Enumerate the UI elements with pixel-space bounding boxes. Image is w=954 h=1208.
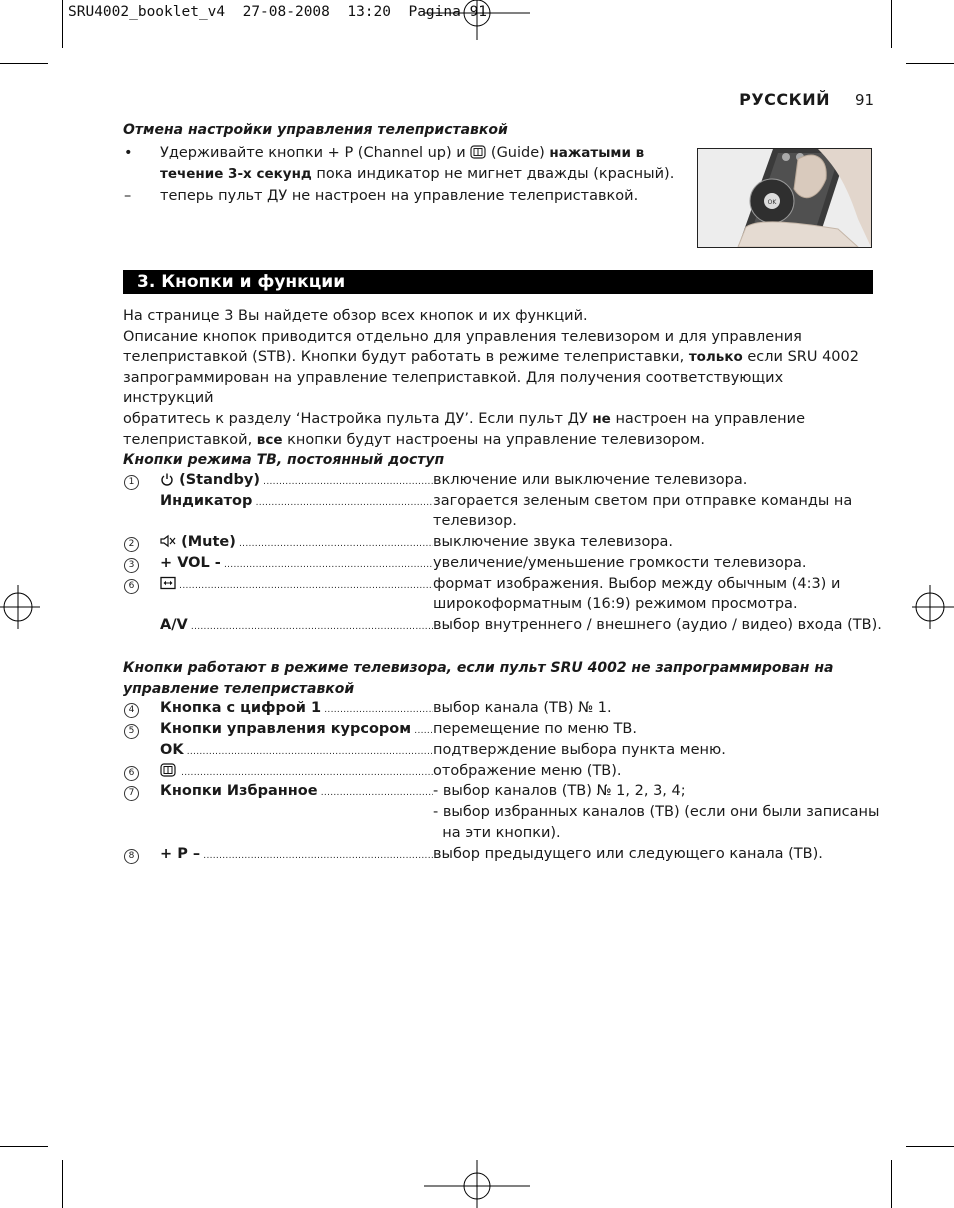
cancel-line-3: теперь пульт ДУ не настроен на управление телеприставкой. [160,188,639,204]
crop-mark [62,1160,63,1208]
crop-mark [0,1146,48,1147]
button-description: широкоформатным (16:9) режимом просмотра. [433,596,798,612]
function-row [0,617,954,638]
function-row [0,700,954,721]
button-description: включение или выключение телевизора. [433,472,748,488]
button-label: (Mute) ..... [160,534,433,550]
function-row [0,783,954,804]
button-description: - выбор избранных каналов (ТВ) (если они были записаны [433,804,880,820]
button-label: Кнопки управления курсором ..... [160,721,433,737]
language-label: РУССКИЙ [739,90,830,109]
section-title-bar [123,270,873,294]
function-row [0,576,954,597]
picture-format-icon [160,576,176,590]
remote-hand-illustration [698,149,871,247]
item-number: 2 [124,537,139,552]
function-row [0,534,954,555]
button-description: перемещение по меню ТВ. [433,721,637,737]
mute-icon [160,534,176,548]
crop-mark [906,63,954,64]
button-description: выключение звука телевизора. [433,534,674,550]
function-row [0,804,954,825]
crop-mark [0,63,48,64]
cancel-line-2: течение 3-х секунд пока индикатор не мигнет дважды (красный). [160,166,675,182]
button-description: подтверждение выбора пункта меню. [433,742,726,758]
button-label [160,763,433,779]
button-label: + VOL - ..... [160,555,433,571]
button-description: на эти кнопки). [433,825,561,841]
item-number: 8 [124,849,139,864]
function-row [0,763,954,784]
button-description: телевизор. [433,513,517,529]
remote-photo [697,148,872,248]
dash: – [124,188,132,204]
function-row [0,555,954,576]
crop-mark [891,1160,892,1208]
button-label [160,576,433,592]
section-title: 3. Кнопки и функции [137,272,346,292]
button-label: + P – ..... [160,846,433,862]
item-number: 5 [124,724,139,739]
standby-icon [160,472,174,486]
button-description: загорается зеленым светом при отправке команды на [433,493,853,509]
button-label: OK ..... [160,742,433,758]
button-description: выбор канала (ТВ) № 1. [433,700,612,716]
function-row [0,825,954,846]
button-label: Кнопки Избранное ..... [160,783,433,799]
cancel-heading: Отмена настройки управления телеприставкой [123,122,508,138]
item-number: 1 [124,475,139,490]
button-label: Индикатор ..... [160,493,433,509]
registration-mark-icon [424,0,530,40]
page-number: 91 [855,91,875,109]
button-label: Кнопка с цифрой 1 ..... [160,700,433,716]
function-row [0,721,954,742]
function-row [0,472,954,493]
button-description: выбор внутреннего / внешнего (аудио / видео) входа (ТВ). [433,617,882,633]
item-number: 4 [124,703,139,718]
item-number: 7 [124,786,139,801]
function-row [0,513,954,534]
not-programmed-heading-cont: управление телеприставкой [123,681,355,697]
guide-icon [470,145,486,159]
not-programmed-heading: Кнопки работают в режиме телевизора, если пульт SRU 4002 не запрограммирован на [123,660,834,676]
crop-mark [891,0,892,48]
button-label: A/V ..... [160,617,433,633]
tv-mode-heading: Кнопки режима ТВ, постоянный доступ [123,452,445,468]
button-label: (Standby) ..... [160,472,433,488]
function-row [0,742,954,763]
button-description: - выбор каналов (ТВ) № 1, 2, 3, 4; [433,783,686,799]
button-description: выбор предыдущего или следующего канала (ТВ). [433,846,823,862]
menu-icon [160,763,176,777]
button-description: формат изображения. Выбор между обычным (4:3) и [433,576,841,592]
crop-mark [906,1146,954,1147]
intro-paragraph: На странице 3 Вы найдете обзор всех кнопок и их функций. Описание кнопок приводится отдельно для управления телевизором и для управления телеприставкой (STB). Кнопки будут работать в режиме телеприставки, только если SRU 4002 запрограммирован на управление телеприставкой. Для получения соответствующих инструкций обратитесь к разделу ‘Настройка пульта ДУ’. Если пульт ДУ не настроен на управление телеприставкой, все кнопки будут настроены на управление телевизором. [123,308,859,448]
function-row [0,596,954,617]
item-number: 6 [124,579,139,594]
function-row [0,846,954,867]
button-description: отображение меню (ТВ). [433,763,622,779]
print-slug: SRU4002_booklet_v4 27-08-2008 13:20 Pagina 91 [68,4,488,20]
bullet: • [124,145,133,161]
item-number: 6 [124,766,139,781]
crop-mark [62,0,63,48]
cancel-line-1: Удерживайте кнопки + P (Channel up) и (Guide) нажатыми в [160,145,645,161]
svg-text:OK: OK [767,199,777,206]
button-description: увеличение/уменьшение громкости телевизора. [433,555,807,571]
item-number: 3 [124,558,139,573]
function-row [0,493,954,514]
registration-mark-icon [424,1160,530,1208]
